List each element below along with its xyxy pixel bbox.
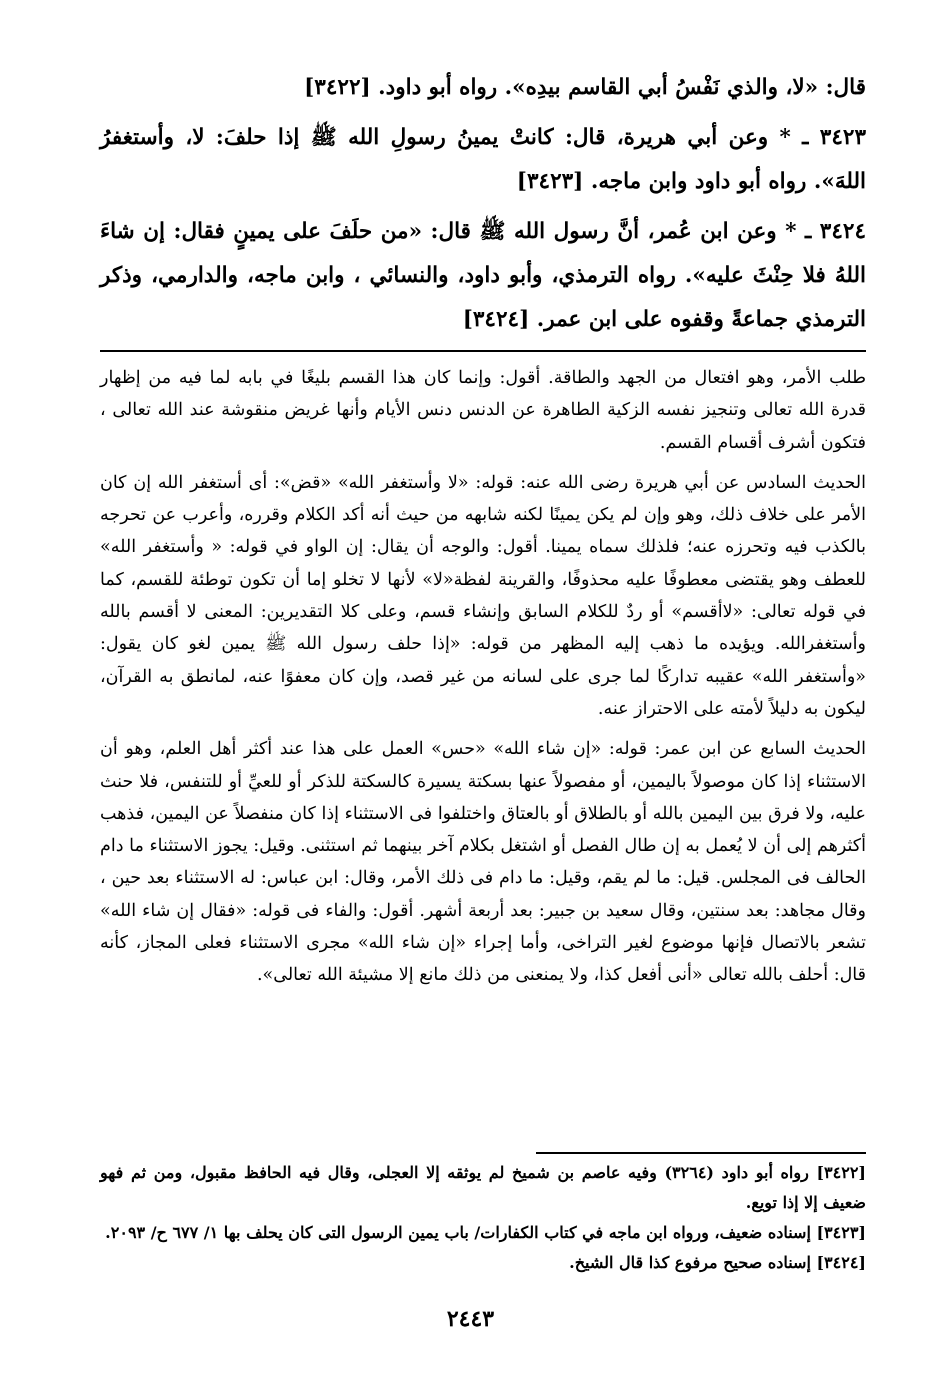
commentary-paragraph: الحديث السادس عن أبي هريرة رضى الله عنه: قوله: «لا وأستغفر الله» «قض»: أى أستغفر الله إن كان الأمر على خلاف ذلك، وهو وإن لم يكن يمينًا لكنه شابهه من حيث أنه أكد الكلام وقرره، وأعرب عن تحرجه بالكذب فيه وتحرزه عنه؛ فلذلك سماه يمينا. أقول: والوجه أن يقال: إن الواو في قوله: « وأستغفر الله» للعطف وهو يقتضى معطوفًا عليه محذوفًا، والقرينة لفظة«لا» لأنها لا تخلو إما أن تكون توطئة للقسم، كما في قوله تعالى: «لاأقسم» أو ردٌ للكلام السابق وإنشاء قسم، وعلى كلا التقديرين: المعنى لا أقسم بالله وأستغفرالله. ويؤيده ما ذهب إليه المظهر من قوله: «إذا حلف رسول الله ﷺ يمين لغو كان يقول: «وأستغفر الله» عقيبه تداركًا لما جرى على لسانه من غير قصد، وإن كان معفوًا عنه، لمانطق به القرآن، ليكون به دليلاً لأمته على الاحتراز عنه. bbox=[100, 472, 866, 719]
hadith-3423: ٣٤٢٣ ـ * وعن أبي هريرة، قال: كانتْ يمينُ رسولِ الله ﷺ إذا حلفَ: لا، وأستغفرُ اللهَ». رواه أبو داود وابن ماجه. [٣٤٢٣] bbox=[100, 125, 866, 194]
commentary-paragraph: الحديث السابع عن ابن عمر: قوله: «إن شاء الله» «حس» العمل على هذا عند أكثر أهل العلم، وهو أن الاستثناء إذا كان موصولاً باليمين، أو مفصولاً عنها بسكتة يسيرة كالسكتة للذكر أو للعيِّ أو للتنفس، فلا حنث عليه، ولا فرق بين اليمين بالله أو بالطلاق أو بالعتاق واختلفوا فى الاستثناء إذا كان منفصلاً عن اليمين، فذهب أكثرهم إلى أن لا يُعمل به إن طال الفصل أو اشتغل بكلام آخر بينهما ثم استثنى. وقيل: يجوز الاستثناء ما دام الحالف فى المجلس. قيل: ما لم يقم، وقيل: ما دام فى ذلك الأمر، وقال: ابن عباس: له الاستثناء بعد حين ، وقال مجاهد: بعد سنتين، وقال سعيد بن جبير: بعد أربعة أشهر. أقول: والفاء فى قوله: «فقال إن شاء الله» تشعر بالاتصال فإنها موضوع لغير التراخى، وأما إجراء «إن شاء الله» مجرى الاستثناء فعلى المجاز، كأنه قال: أحلف بالله تعالى «أنى أفعل كذا، ولا يمنعنى من ذلك مانع إلا مشيئة الله تعالى». bbox=[100, 739, 866, 986]
footnote: [٣٤٢٤] إسناده صحيح مرفوع كذا قال الشيخ. bbox=[569, 1253, 866, 1272]
commentary-section bbox=[100, 362, 866, 1000]
footnotes-section bbox=[100, 1158, 866, 1278]
hadith-3422: قال: «لا، والذي نَفْسُ أبي القاسم بيدِه». رواه أبو داود. [٣٤٢٢] bbox=[304, 75, 866, 100]
footnote-divider bbox=[536, 1152, 866, 1154]
section-divider bbox=[100, 350, 866, 352]
hadith-3424: ٣٤٢٤ ـ * وعن ابن عُمر، أنَّ رسول الله ﷺ قال: «من حلَفَ على يمينٍ فقال: إن شاءَ اللهُ فلا حِنْثَ عليه». رواه الترمذي، وأبو داود، والنسائي ، وابن ماجه، والدارمي، وذكر الترمذي جماعةً وقفوه على ابن عمر. [٣٤٢٤] bbox=[100, 219, 866, 332]
commentary-paragraph: طلب الأمر، وهو افتعال من الجهد والطاقة. أقول: وإنما كان هذا القسم بليغًا في بابه لما فيه من إظهار قدرة الله تعالى وتنجيز نفسه الزكية الطاهرة عن الدنس دنس الأيام وأنها غريض منقوشة عند الله تعالى ، فتكون أشرف أقسام القسم. bbox=[100, 368, 866, 453]
page-number: ٢٤٤٣ bbox=[446, 1306, 495, 1332]
footnote: [٣٤٢٢] رواه أبو داود (٣٢٦٤) وفيه عاصم بن شميخ لم يوثقه إلا العجلى، وقال فيه الحافظ مقبول، ومن ثم فهو ضعيف إلا إذا تويع. bbox=[100, 1163, 866, 1212]
hadith-section bbox=[100, 66, 866, 348]
footnote: [٣٤٢٣] إسناده ضعيف، ورواه ابن ماجه في كتاب الكفارات/ باب يمين الرسول التى كان يحلف بها ١/ ٦٧٧ ح/ ٢٠٩٣. bbox=[105, 1223, 866, 1242]
